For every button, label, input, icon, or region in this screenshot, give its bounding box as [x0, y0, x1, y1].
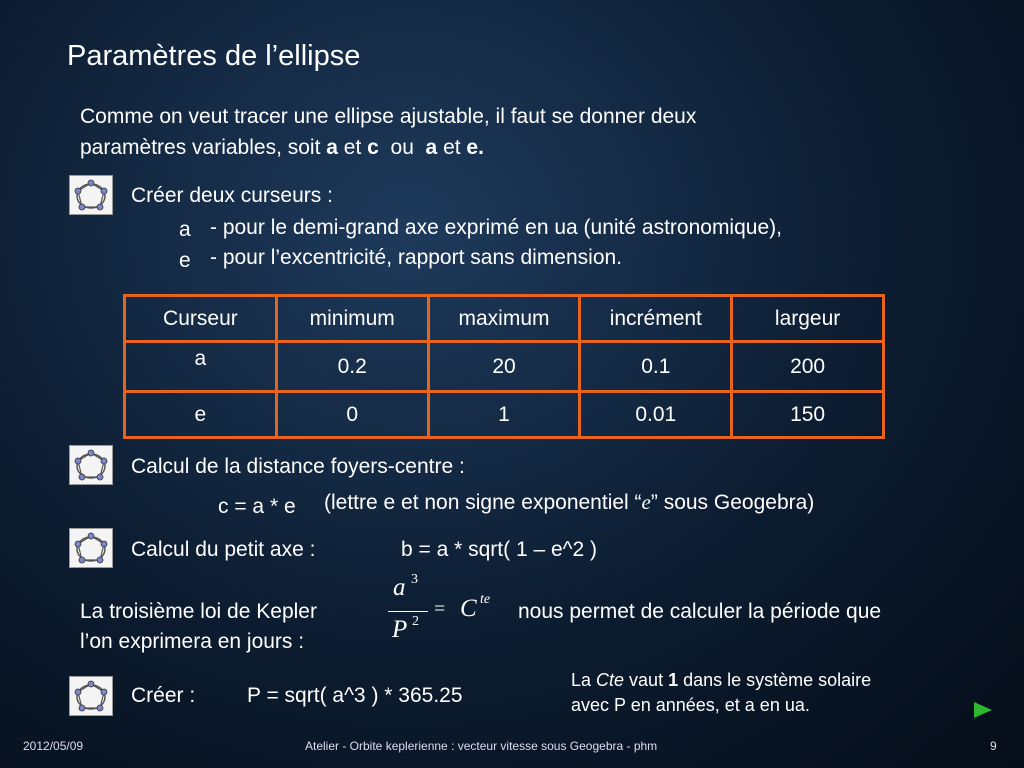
cte-note-line-1	[571, 668, 871, 693]
table-cell: 150	[732, 392, 884, 438]
kepler-c-sup: te	[480, 592, 491, 607]
step4-label: Créer :	[131, 684, 196, 707]
intro-et-2: et	[437, 136, 467, 159]
kepler-num-base: a	[393, 574, 406, 601]
step2-note-prefix: (lettre e et non signe exponentiel “	[324, 491, 642, 514]
table-cell: 0	[276, 392, 428, 438]
table-cell: e	[125, 392, 277, 438]
kepler-num-exp: 3	[411, 572, 418, 587]
step2-note	[324, 487, 814, 518]
intro-prefix: paramètres variables, soit	[80, 136, 327, 159]
slide-title: Paramètres de l’ellipse	[67, 40, 361, 72]
intro-et-1: et	[337, 136, 368, 159]
table-cell: 200	[732, 342, 884, 392]
intro-c: c	[367, 136, 379, 159]
next-arrow-icon[interactable]	[972, 700, 994, 720]
table-cell: 0.1	[580, 342, 732, 392]
note-cte: Cte	[596, 670, 625, 690]
table-row	[125, 392, 884, 438]
note-vaut: vaut	[624, 670, 669, 690]
intro-e: e.	[466, 136, 484, 159]
kepler-formula	[384, 568, 519, 648]
table-cell: 20	[428, 342, 580, 392]
step1-e-var: e	[179, 249, 191, 272]
step2-note-suffix: ” sous Geogebra)	[650, 491, 815, 514]
step2-formula: c = a * e	[218, 495, 296, 518]
intro-line-2	[80, 132, 484, 163]
table-cell: 1	[428, 392, 580, 438]
table-header-cell: largeur	[732, 296, 884, 342]
table-cell: 0.2	[276, 342, 428, 392]
kepler-c: C	[460, 595, 477, 622]
geogebra-polygon-icon	[69, 445, 113, 485]
kepler-eq: =	[434, 598, 446, 620]
table-cell: 0.01	[580, 392, 732, 438]
kepler-line-1-left: La troisième loi de Kepler	[80, 600, 317, 623]
footer-caption: Atelier - Orbite keplerienne : vecteur vitesse sous Geogebra - phm	[305, 739, 658, 753]
kepler-den-exp: 2	[412, 614, 419, 629]
intro-a: a	[326, 136, 338, 159]
table-header-cell: incrément	[580, 296, 732, 342]
kepler-line-1-right: nous permet de calculer la période que	[518, 600, 882, 623]
table-header-row	[125, 296, 884, 342]
table-header-cell: maximum	[428, 296, 580, 342]
step2-title: Calcul de la distance foyers-centre :	[131, 455, 465, 478]
note-rest: dans le système solaire	[678, 670, 872, 690]
step1-a-desc: - pour le demi-grand axe exprimé en ua (unité astronomique),	[210, 216, 782, 239]
step3-label: Calcul du petit axe :	[131, 538, 316, 561]
step2-note-e: e	[641, 490, 651, 514]
cte-note-line-2: avec P en années, et a en ua.	[571, 695, 810, 715]
intro-ou: ou	[378, 136, 426, 159]
note-la: La	[571, 670, 597, 690]
kepler-line-2: l’on exprimera en jours :	[80, 630, 305, 653]
table-cell: a	[125, 342, 277, 392]
table-header-cell: minimum	[276, 296, 428, 342]
footer-date: 2012/05/09	[23, 739, 84, 753]
geogebra-polygon-icon	[69, 676, 113, 716]
step3-formula: b = a * sqrt( 1 – e^2 )	[401, 538, 598, 561]
step4-formula: P = sqrt( a^3 ) * 365.25	[247, 684, 463, 707]
intro-a2: a	[425, 136, 438, 159]
table-row	[125, 342, 884, 392]
table-header-cell: Curseur	[125, 296, 277, 342]
kepler-den-base: P	[392, 616, 408, 643]
step1-e-desc: - pour l’excentricité, rapport sans dimension.	[210, 246, 623, 269]
fraction-bar	[388, 611, 428, 612]
intro-line-1: Comme on veut tracer une ellipse ajustable, il faut se donner deux	[80, 105, 697, 128]
step1-a-var: a	[179, 218, 191, 241]
footer-page-number: 9	[990, 739, 997, 753]
note-one: 1	[668, 670, 679, 690]
cte-note	[571, 668, 871, 718]
step1-title: Créer deux curseurs :	[131, 184, 333, 207]
geogebra-polygon-icon	[69, 175, 113, 215]
slider-params-table	[123, 294, 885, 439]
geogebra-polygon-icon	[69, 528, 113, 568]
